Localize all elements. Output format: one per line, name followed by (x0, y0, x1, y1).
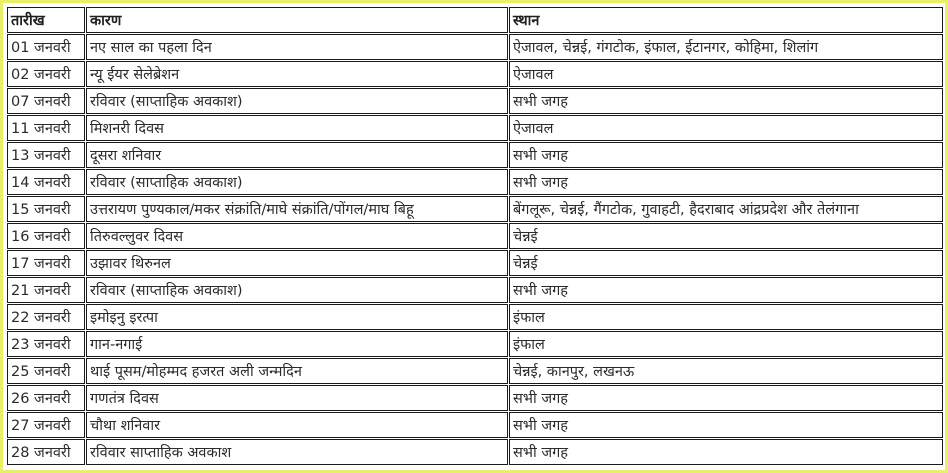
table-row (7, 250, 943, 276)
table-body (7, 34, 943, 465)
cell-reason: दूसरा शनिवार (86, 142, 508, 168)
header-place: स्थान (509, 7, 943, 33)
cell-reason: इमोइनु इरत्पा (86, 304, 508, 330)
cell-reason: थाई पूसम/मोहम्मद हजरत अली जन्मदिन (86, 358, 508, 384)
cell-place: ऐजावल (509, 61, 943, 87)
cell-place: सभी जगह (509, 439, 943, 465)
cell-place: सभी जगह (509, 88, 943, 114)
cell-reason: तिरुवल्लुवर दिवस (86, 223, 508, 249)
header-date: तारीख (7, 7, 85, 33)
cell-date: 16 जनवरी (7, 223, 85, 249)
cell-date: 22 जनवरी (7, 304, 85, 330)
cell-place: चेन्नई (509, 250, 943, 276)
cell-place: सभी जगह (509, 412, 943, 438)
cell-place: इंफाल (509, 304, 943, 330)
cell-date: 14 जनवरी (7, 169, 85, 195)
cell-date: 25 जनवरी (7, 358, 85, 384)
cell-reason: उत्तरायण पुण्यकाल/मकर संक्रांति/माघे संक्रांति/पोंगल/माघ बिहू (86, 196, 508, 222)
holiday-table (6, 6, 944, 466)
table-row (7, 412, 943, 438)
cell-place: चेन्नई, कानपुर, लखनऊ (509, 358, 943, 384)
table-row (7, 331, 943, 357)
table-row (7, 439, 943, 465)
cell-date: 17 जनवरी (7, 250, 85, 276)
cell-place: चेन्नई (509, 223, 943, 249)
cell-place: सभी जगह (509, 277, 943, 303)
cell-reason: चौथा शनिवार (86, 412, 508, 438)
table-row (7, 169, 943, 195)
cell-reason: उझावर थिरुनल (86, 250, 508, 276)
cell-place: सभी जगह (509, 385, 943, 411)
cell-date: 28 जनवरी (7, 439, 85, 465)
cell-date: 26 जनवरी (7, 385, 85, 411)
cell-place: इंफाल (509, 331, 943, 357)
cell-place: सभी जगह (509, 169, 943, 195)
cell-date: 01 जनवरी (7, 34, 85, 60)
cell-date: 15 जनवरी (7, 196, 85, 222)
table-row (7, 304, 943, 330)
cell-reason: रविवार (साप्ताहिक अवकाश) (86, 88, 508, 114)
cell-place: ऐजावल (509, 115, 943, 141)
cell-reason: नए साल का पहला दिन (86, 34, 508, 60)
cell-reason: रविवार (साप्ताहिक अवकाश) (86, 169, 508, 195)
cell-date: 13 जनवरी (7, 142, 85, 168)
table-row (7, 142, 943, 168)
cell-reason: न्यू ईयर सेलेब्रेशन (86, 61, 508, 87)
cell-reason: रविवार (साप्ताहिक अवकाश) (86, 277, 508, 303)
cell-place: सभी जगह (509, 142, 943, 168)
cell-date: 02 जनवरी (7, 61, 85, 87)
cell-reason: मिशनरी दिवस (86, 115, 508, 141)
cell-reason: गणतंत्र दिवस (86, 385, 508, 411)
cell-reason: गान-नगाई (86, 331, 508, 357)
table-row (7, 385, 943, 411)
table-row (7, 88, 943, 114)
table-row (7, 277, 943, 303)
table-row (7, 34, 943, 60)
cell-date: 23 जनवरी (7, 331, 85, 357)
header-reason: कारण (86, 7, 508, 33)
cell-place: बेंगलूरू, चेन्नई, गैंगटोक, गुवाहटी, हैदराबाद आंद्रप्रदेश और तेलंगाना (509, 196, 943, 222)
table-row (7, 223, 943, 249)
table-header-row (7, 7, 943, 33)
cell-date: 07 जनवरी (7, 88, 85, 114)
cell-place: ऐजावल, चेन्नई, गंगटोक, इंफाल, ईटानगर, कोहिमा, शिलांग (509, 34, 943, 60)
table-row (7, 61, 943, 87)
cell-reason: रविवार साप्ताहिक अवकाश (86, 439, 508, 465)
cell-date: 11 जनवरी (7, 115, 85, 141)
cell-date: 21 जनवरी (7, 277, 85, 303)
cell-date: 27 जनवरी (7, 412, 85, 438)
table-row (7, 196, 943, 222)
table-row (7, 358, 943, 384)
table-row (7, 115, 943, 141)
